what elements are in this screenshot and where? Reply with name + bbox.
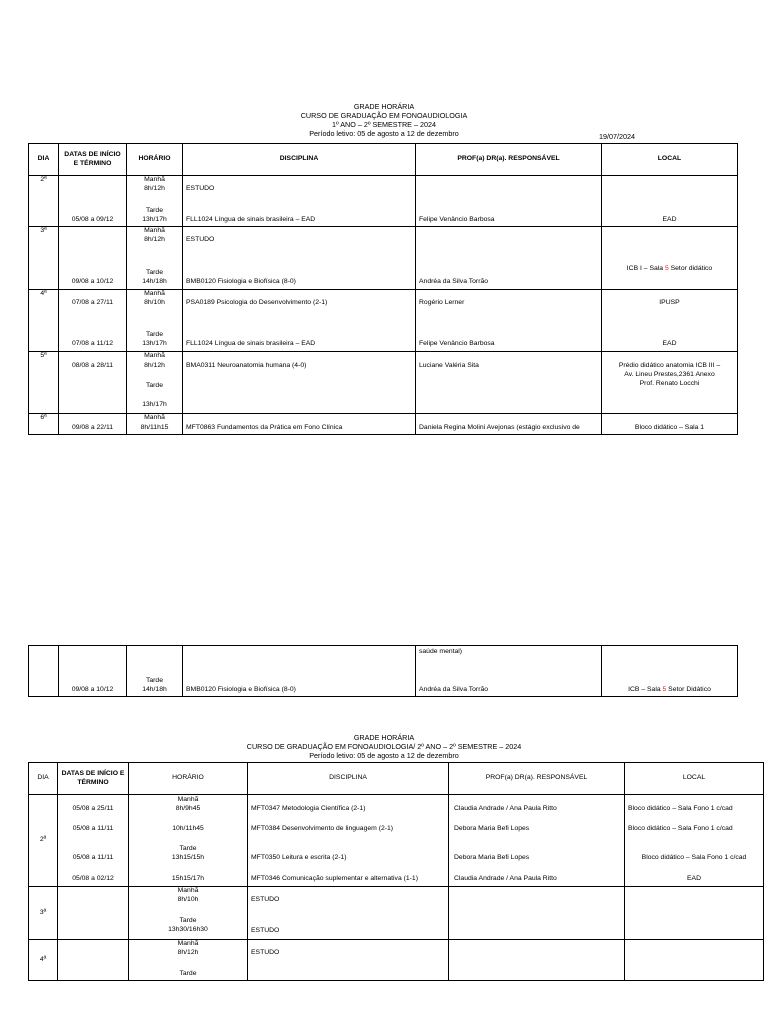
date-range: 05/08 a 11/11: [72, 825, 114, 832]
professor: Felipe Venâncio Barbosa: [419, 340, 495, 347]
table-row-friday: [29, 414, 738, 435]
sheet1-title: GRADE HORÁRIA: [353, 102, 415, 111]
sheet1-schedule-table: [28, 143, 738, 435]
location: Av. Lineu Prestes,2361 Anexo: [624, 371, 715, 378]
date-range: 05/08 a 02/12: [72, 875, 114, 882]
discipline: ESTUDO: [186, 185, 215, 192]
discipline: MFT0384 Desenvolvimento de linguagem (2-1): [251, 825, 394, 832]
day-label: 5ª: [40, 352, 47, 359]
location: ICB I – Sala 5 Setor didático: [626, 265, 713, 272]
col-header-discipline: DISCIPLINA: [248, 763, 449, 795]
col-header-location: LOCAL: [602, 144, 738, 176]
day-label: 4ª: [40, 290, 47, 297]
discipline: FLL1024 Língua de sinais brasileira – EAD: [186, 216, 316, 223]
shift-label: Manhã: [144, 352, 165, 359]
col-header-professor: PROF(a) DR(a). RESPONSÁVEL: [449, 763, 625, 795]
location: Prof. Renato Locchi: [639, 380, 700, 387]
shift-label: Manhã: [144, 414, 165, 421]
shift-label: Manhã: [177, 940, 199, 947]
day-label: 2ª: [39, 836, 47, 844]
time-range: 8h/12h: [144, 362, 165, 369]
shift-label: Tarde: [145, 207, 163, 214]
time-range: 13h/17h: [142, 401, 167, 408]
sheet2-period: Período letivo: 05 de agosto a 12 de dezembro: [309, 751, 459, 760]
sheet1-doc-date: 19/07/2024: [599, 132, 635, 141]
professor: Claudia Andrade / Ana Paula Ritto: [454, 805, 557, 812]
time-range: 15h15/17h: [171, 875, 205, 882]
discipline: BMB0120 Fisiologia e Biofísica (8-0): [186, 686, 296, 693]
professor: Debora Maria Befi Lopes: [454, 825, 530, 832]
discipline: BMA0311 Neuroanatomia humana (4-0): [186, 362, 307, 369]
sheet2-course: CURSO DE GRADUAÇÃO EM FONOAUDIOLOGIA/ 2º ANO – 2º SEMESTRE – 2024: [246, 742, 522, 751]
table-row-tuesday: [29, 887, 764, 940]
professor: saúde mental): [419, 648, 463, 655]
discipline: MFT0350 Leitura e escrita (2-1): [251, 854, 347, 861]
day-label: 6ª: [40, 414, 47, 421]
table-row-monday: [29, 176, 738, 227]
location: EAD: [687, 875, 701, 882]
time-range: 10h/11h45: [172, 825, 204, 832]
location: IPUSP: [659, 299, 680, 306]
professor: Felipe Venâncio Barbosa: [419, 216, 495, 223]
location: ICB – Sala 5 Setor Didático: [628, 686, 711, 693]
table-header-row: [29, 144, 738, 176]
time-range: 8h/11h15: [140, 424, 169, 431]
time-range: 13h/17h: [142, 216, 167, 223]
room-number: 5: [664, 265, 669, 272]
day-label: 2ª: [40, 176, 47, 183]
date-range: 05/08 a 25/11: [72, 805, 114, 812]
time-range: 8h/10h: [177, 896, 199, 903]
time-range: 8h/12h: [177, 949, 199, 956]
col-header-professor: PROF(a) DR(a). RESPONSÁVEL: [416, 144, 602, 176]
shift-label: Tarde: [179, 970, 197, 977]
location: Bloco didático – Sala Fono 1 c/cad: [628, 825, 733, 832]
date-range: 08/08 a 28/11: [71, 362, 114, 369]
discipline: ESTUDO: [251, 927, 280, 934]
shift-label: Manhã: [177, 887, 199, 894]
col-header-location: LOCAL: [625, 763, 764, 795]
col-header-time: HORÁRIO: [129, 763, 248, 795]
table-header-row: [29, 763, 764, 795]
table-row-wednesday: [29, 290, 738, 352]
shift-label: Tarde: [145, 382, 163, 389]
time-range: 8h/12h: [144, 236, 165, 243]
sheet2-schedule-table: [28, 762, 764, 981]
col-header-dates: DATAS DE INÍCIO E TÉRMINO: [58, 763, 129, 795]
time-range: 8h/12h: [144, 185, 165, 192]
date-range: 09/08 a 10/12: [71, 278, 114, 285]
sheet1-continuation-table: [28, 645, 738, 697]
sheet1-period: Período letivo: 05 de agosto a 12 de dezembro: [309, 129, 459, 138]
professor: Daniela Regina Molini Avejonas (estágio exclusivo de: [419, 424, 580, 431]
location: Bloco didático – Sala Fono 1 c/cad: [641, 854, 747, 861]
date-range: 09/08 a 10/12: [71, 686, 114, 693]
date-range: 05/08 a 11/11: [72, 854, 114, 861]
shift-label: Tarde: [145, 677, 163, 684]
date-range: 07/08 a 11/12: [71, 340, 114, 347]
shift-label: Manhã: [144, 290, 165, 297]
time-range: 14h/18h: [142, 686, 167, 693]
shift-label: Manhã: [144, 176, 165, 183]
sheet1-course: CURSO DE GRADUAÇÃO EM FONOAUDIOLOGIA: [300, 111, 468, 120]
shift-label: Tarde: [145, 269, 163, 276]
date-range: 09/08 a 22/11: [71, 424, 114, 431]
col-header-day: DIA: [29, 144, 59, 176]
shift-label: Manhã: [177, 796, 199, 803]
col-header-day: DIA: [29, 763, 58, 795]
discipline: MFT0863 Fundamentos da Prática em Fono Clínica: [186, 424, 343, 431]
professor: Debora Maria Befi Lopes: [454, 854, 530, 861]
sheet2-header: [0, 733, 768, 760]
sheet2-title: GRADE HORÁRIA: [353, 733, 415, 742]
time-range: 13h15/15h: [171, 854, 205, 861]
professor: Andréa da Silva Torrão: [419, 686, 489, 693]
col-header-dates: DATAS DE INÍCIO E TÉRMINO: [59, 144, 127, 176]
room-number: 5: [662, 686, 667, 693]
date-range: 07/08 a 27/11: [71, 299, 114, 306]
discipline: MFT0346 Comunicação suplementar e alternativa (1-1): [251, 875, 418, 882]
shift-label: Tarde: [145, 331, 163, 338]
discipline: BMB0120 Fisiologia e Biofísica (8-0): [186, 278, 296, 285]
professor: Luciane Valéria Sita: [419, 362, 479, 369]
sheet1-year-semester: 1º ANO – 2º SEMESTRE – 2024: [332, 120, 436, 129]
professor: Claudia Andrade / Ana Paula Ritto: [454, 875, 557, 882]
time-range: 14h/18h: [142, 278, 167, 285]
table-row-monday: [29, 795, 764, 887]
location: Bloco didático – Sala Fono 1 c/cad: [628, 805, 733, 812]
discipline: ESTUDO: [251, 896, 280, 903]
discipline: ESTUDO: [186, 236, 215, 243]
table-row-wednesday: [29, 940, 764, 981]
table-row-thursday: [29, 352, 738, 414]
col-header-discipline: DISCIPLINA: [183, 144, 416, 176]
date-range: 05/08 a 09/12: [71, 216, 114, 223]
day-label: 4ª: [39, 955, 47, 963]
shift-label: Tarde: [179, 917, 197, 924]
discipline: MFT0347 Metodologia Científica (2-1): [251, 805, 366, 812]
shift-label: Tarde: [179, 845, 197, 852]
table-row-tuesday: [29, 227, 738, 290]
professor: Andréa da Silva Torrão: [419, 278, 489, 285]
location: EAD: [662, 340, 677, 347]
day-label: 3ª: [40, 227, 47, 234]
time-range: 8h/10h: [144, 299, 165, 306]
discipline: ESTUDO: [251, 949, 280, 956]
time-range: 13h30/16h30: [168, 926, 208, 933]
time-range: 8h/9h45: [175, 805, 201, 812]
discipline: PSA0189 Psicologia do Desenvolvimento (2-1): [186, 299, 328, 306]
discipline: FLL1024 Língua de sinais brasileira – EAD: [186, 340, 316, 347]
table-row-friday-continued: [29, 646, 738, 697]
location: EAD: [662, 216, 677, 223]
day-label: 3ª: [39, 908, 47, 916]
col-header-time: HORÁRIO: [127, 144, 183, 176]
shift-label: Manhã: [144, 227, 165, 234]
sheet1-header: [0, 102, 768, 138]
professor: Rogério Lerner: [419, 299, 465, 306]
location: Prédio didático anatomia ICB III –: [618, 362, 721, 369]
location: Bloco didático – Sala 1: [634, 424, 705, 431]
time-range: 13h/17h: [142, 340, 167, 347]
